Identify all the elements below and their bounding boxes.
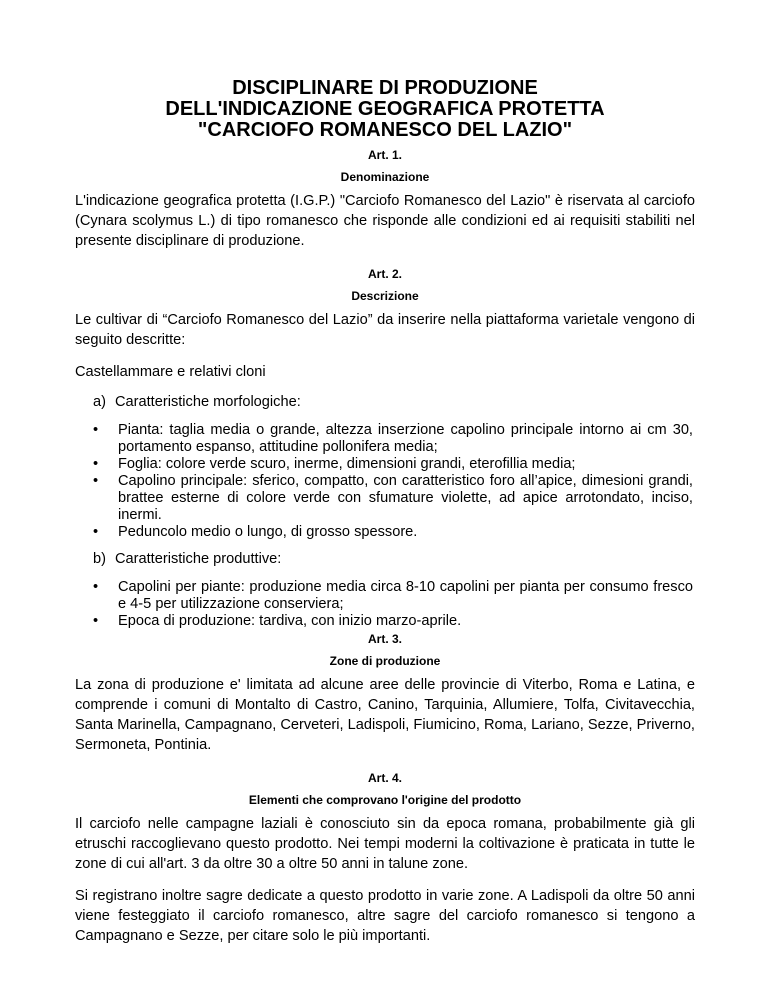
- document-title: [75, 78, 695, 141]
- sub-section-b: [93, 549, 695, 569]
- list-item: • Epoca di produzione: tardiva, con inizio marzo-aprile.: [93, 613, 462, 629]
- article-number: Art. 3.: [367, 632, 402, 646]
- variety-name: Castellammare e relativi cloni: [75, 364, 266, 380]
- article-paragraph: Si registrano inoltre sagre dedicate a questo prodotto in varie zone. A Ladispoli da oltre 50 anni viene festeggiato il carciofo romanesco, altre sagre del carciofo romanesco si tengono a Campagnano e Sezze, per citare solo le più importanti.: [75, 888, 695, 944]
- list-marker: b): [93, 551, 106, 567]
- article-heading: Denominazione: [340, 170, 430, 184]
- article-paragraph: La zona di produzione e' limitata ad alcune aree delle provincie di Viterbo, Roma e Latina, e comprende i comuni di Montalto di Castro, Canino, Tarquinia, Allumiere, Tolfa, Civitavecchia, Santa Marinella, Campagnano, Cerveteri, Ladispoli, Fiumicino, Roma, Lariano, Sezze, Priverno, Sermoneta, Pontinia.: [75, 677, 695, 753]
- article-paragraph: L'indicazione geografica protetta (I.G.P.) "Carciofo Romanesco del Lazio" è riservata al carciofo (Cynara scolymus L.) di tipo romanesco che risponde alle condizioni ed ai requisiti stabiliti nel presente disciplinare di produzione.: [75, 193, 695, 249]
- bullet-icon: •: [93, 473, 99, 489]
- title-line-1: DISCIPLINARE DI PRODUZIONE: [232, 77, 538, 99]
- article-3: [75, 632, 695, 755]
- list-item: • Pianta: taglia media o grande, altezza inserzione capolino principale intorno ai cm 30, portamento espanso, attitudine pollonifera media;: [93, 422, 693, 455]
- document-page: [75, 78, 695, 946]
- article-1: [75, 148, 695, 251]
- morphology-list: [75, 422, 695, 541]
- list-item: • Foglia: colore verde scuro, inerme, dimensioni grandi, eterofillia media;: [93, 456, 576, 472]
- article-4: [75, 771, 695, 946]
- article-2: [75, 267, 695, 630]
- article-number: Art. 4.: [367, 771, 402, 785]
- article-heading: Descrizione: [351, 289, 419, 303]
- bullet-icon: •: [93, 456, 99, 472]
- article-heading: Elementi che comprovano l'origine del prodotto: [248, 793, 522, 807]
- article-paragraph: Le cultivar di “Carciofo Romanesco del Lazio” da inserire nella piattaforma varietale vengono di seguito descritte:: [75, 312, 695, 348]
- title-line-3: "CARCIOFO ROMANESCO DEL LAZIO": [197, 119, 573, 141]
- article-paragraph: Il carciofo nelle campagne laziali è conosciuto sin da epoca romana, probabilmente già gli etruschi raccoglievano questo prodotto. Nei tempi moderni la coltivazione è praticata in tutte le zone di cui all'art. 3 da oltre 30 a oltre 50 anni in talune zone.: [75, 816, 695, 872]
- bullet-icon: •: [93, 524, 99, 540]
- production-list: [75, 579, 695, 630]
- list-marker: a): [93, 394, 106, 410]
- sub-section-a: [93, 392, 695, 412]
- article-number: Art. 2.: [367, 267, 402, 281]
- list-item: • Peduncolo medio o lungo, di grosso spessore.: [93, 524, 418, 540]
- title-line-2: DELL'INDICAZIONE GEOGRAFICA PROTETTA: [165, 98, 605, 120]
- list-item: • Capolino principale: sferico, compatto, con caratteristico foro all’apice, dimesioni grandi, brattee esterne di colore verde con sfumature violette, ad apice arrotondato, inciso, inermi.: [93, 473, 693, 523]
- list-item: • Capolini per piante: produzione media circa 8-10 capolini per pianta per consumo fresco e 4-5 per utilizzazione conserviera;: [93, 579, 693, 612]
- bullet-icon: •: [93, 422, 99, 438]
- bullet-icon: •: [93, 579, 99, 595]
- bullet-icon: •: [93, 613, 99, 629]
- sub-section-label: Caratteristiche morfologiche:: [115, 394, 301, 410]
- sub-section-label: Caratteristiche produttive:: [115, 551, 282, 567]
- article-number: Art. 1.: [367, 148, 402, 162]
- article-heading: Zone di produzione: [329, 654, 441, 668]
